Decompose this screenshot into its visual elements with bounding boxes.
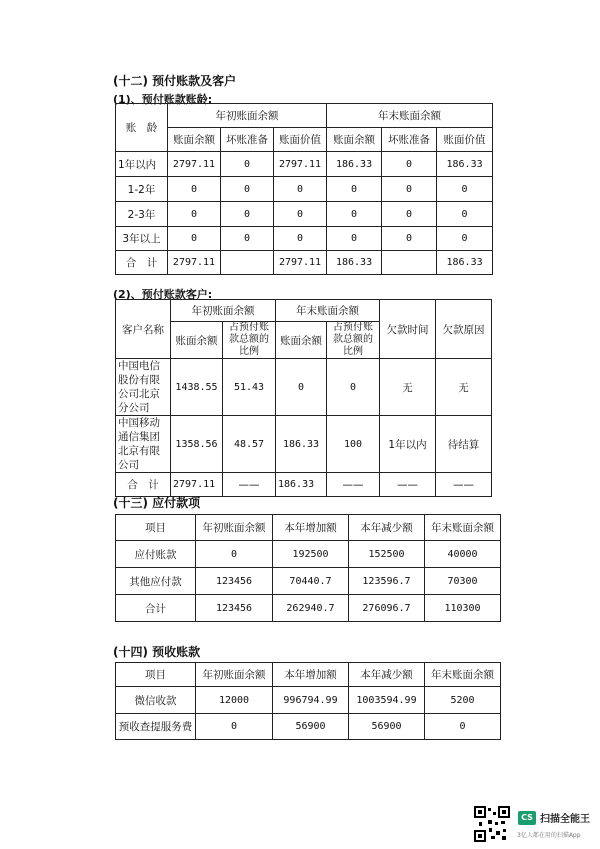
cell: 0 [274,227,327,251]
cell: 0 [382,227,437,251]
payables-table [115,514,501,622]
col-reason-header: 欠款原因 [436,300,492,359]
cell: 51.43 [223,359,276,416]
cell: 186.33 [276,473,327,497]
item-label: 微信收款 [116,687,196,714]
cell: 2797.11 [274,152,327,177]
cell: 56900 [349,714,425,740]
group-end-header: 年末账面余额 [327,104,493,128]
item-label: 预收查提服务费 [116,714,196,740]
aging-table [115,103,493,275]
cell: 123456 [196,568,273,595]
cell: 0 [437,202,493,227]
cell: 186.33 [327,152,382,177]
cell: 123596.7 [349,568,425,595]
customer-name: 中国电信股份有限公司北京分公司 [116,359,171,416]
table-row [116,152,493,177]
table-row [116,541,501,568]
cell: 186.33 [276,416,327,473]
sub-header: 账面余额 [327,128,382,152]
group-end-header: 年末账面余额 [276,300,380,322]
row-label: 2-3年 [116,202,168,227]
table-row [116,251,493,275]
section-12-title: (十二) 预付账款及客户 [113,74,237,88]
cell: 2797.11 [171,473,223,497]
table-row [116,568,501,595]
col-header: 年初账面余额 [196,515,273,541]
cell: 0 [221,177,274,202]
cell: 0 [327,202,382,227]
cell: 无 [436,359,492,416]
cell: —— [223,473,276,497]
cs-logo-icon: CS [518,811,536,825]
cell: 0 [221,202,274,227]
cell: 5200 [425,687,501,714]
cell: 192500 [273,541,349,568]
cell: 0 [382,202,437,227]
item-label: 合计 [116,595,196,622]
cell: 0 [327,227,382,251]
col-header: 本年增加额 [273,663,349,687]
cell: 276096.7 [349,595,425,622]
cell: 0 [168,202,221,227]
cell: 0 [327,177,382,202]
table-row [116,687,501,714]
group-begin-header: 年初账面余额 [168,104,327,128]
cell [221,251,274,275]
col-time-header: 欠款时间 [380,300,436,359]
cell: 56900 [273,714,349,740]
table-row [116,416,492,473]
cell: 0 [382,177,437,202]
col-header: 本年减少额 [349,663,425,687]
cell: 0 [274,202,327,227]
sub-header: 账面价值 [274,128,327,152]
item-header: 项目 [116,663,196,687]
cell: —— [436,473,492,497]
cell: 48.57 [223,416,276,473]
col-header: 年末账面余额 [425,515,501,541]
item-header: 项目 [116,515,196,541]
cell: —— [327,473,380,497]
col-header: 年初账面余额 [196,663,273,687]
cell: 996794.99 [273,687,349,714]
cell: 0 [196,714,273,740]
cell: 186.33 [437,152,493,177]
cell: 0 [327,359,380,416]
table-row [116,595,501,622]
col-name-header: 客户名称 [116,300,171,359]
cell: 0 [276,359,327,416]
cell: 0 [425,714,501,740]
sub-header: 坏账准备 [382,128,437,152]
col-header: 本年减少额 [349,515,425,541]
table-row [116,359,492,416]
cell: 0 [274,177,327,202]
cell: 100 [327,416,380,473]
row-label: 1年以内 [116,152,168,177]
qr-code-icon [474,806,510,842]
cell: 待结算 [436,416,492,473]
customer-name: 中国移动通信集团北京有限公司 [116,416,171,473]
sub-header: 账面余额 [171,322,223,359]
cell: 0 [437,177,493,202]
group-begin-header: 年初账面余额 [171,300,276,322]
cell: 1年以内 [380,416,436,473]
sub-header: 账面余额 [168,128,221,152]
advance-receipts-table [115,662,501,740]
cell: 0 [168,227,221,251]
cell: 262940.7 [273,595,349,622]
col-header: 年末账面余额 [425,663,501,687]
cell: 2797.11 [168,251,221,275]
cell: 2797.11 [168,152,221,177]
cell: 152500 [349,541,425,568]
cell: 2797.11 [274,251,327,275]
customers-table-title: (2)、预付账款客户: [113,288,213,301]
row-label: 3年以上 [116,227,168,251]
sub-header: 占预付账款总额的比例 [223,322,276,359]
cell: 1003594.99 [349,687,425,714]
table-row [116,714,501,740]
customers-table [115,299,492,497]
col-header: 本年增加额 [273,515,349,541]
cell: 110300 [425,595,501,622]
table-row [116,227,493,251]
cell: 12000 [196,687,273,714]
cell: —— [380,473,436,497]
aging-table-title: (1)、预付账款账龄: [113,93,213,106]
table-row [116,202,493,227]
col-age-header: 账 龄 [116,104,168,152]
section-14-title: (十四) 预收账款 [113,645,201,659]
total-label: 合 计 [116,473,171,497]
cell: 0 [437,227,493,251]
cell: 123456 [196,595,273,622]
table-row [116,177,493,202]
cell: 0 [196,541,273,568]
cell: 1358.56 [171,416,223,473]
cell: 0 [168,177,221,202]
cell: 40000 [425,541,501,568]
item-label: 应付账款 [116,541,196,568]
sub-header: 坏账准备 [221,128,274,152]
scanner-tagline: 3亿人都在用的扫描App [517,832,581,839]
cell: 0 [221,152,274,177]
cell: 186.33 [437,251,493,275]
scanner-brand: 扫描全能王 [540,814,590,825]
cell: 0 [382,152,437,177]
row-label: 1-2年 [116,177,168,202]
sub-header: 账面价值 [437,128,493,152]
sub-header: 占预付账款总额的比例 [327,322,380,359]
row-label: 合 计 [116,251,168,275]
table-row [116,473,492,497]
cell [382,251,437,275]
section-13-title: (十三) 应付款项 [113,496,201,510]
cell: 无 [380,359,436,416]
cell: 186.33 [327,251,382,275]
cell: 70300 [425,568,501,595]
sub-header: 账面余额 [276,322,327,359]
cell: 0 [221,227,274,251]
cell: 1438.55 [171,359,223,416]
cell: 70440.7 [273,568,349,595]
item-label: 其他应付款 [116,568,196,595]
